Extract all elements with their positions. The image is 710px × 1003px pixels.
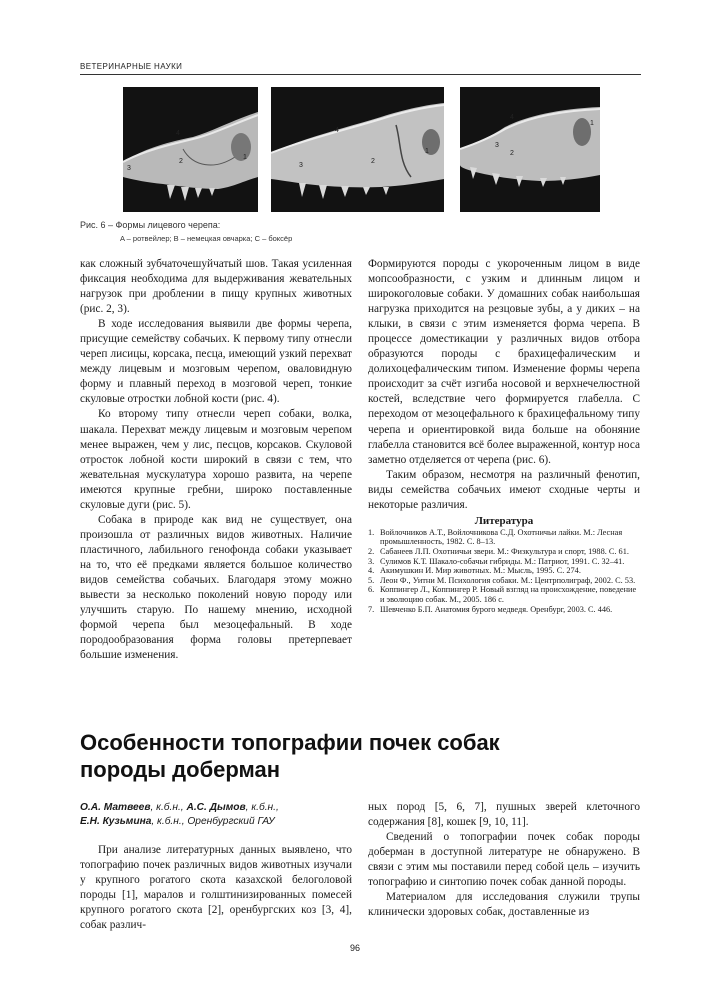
label-4: 4 — [176, 130, 180, 137]
skull-c-illustration — [460, 87, 600, 212]
paragraph: Формируются породы с укороченным лицом в виде мопсообразности, с узким и длинным лицом и широкоголовые собаки. У домашних собак наибольшая нагрузка приходится на резцовые зубы, а у диких – на клыки, в связи с этим изменяется форма черепа. В процессе доместикации у различных видов отбора образуются породы с брахицефалическим и долихоцефалическим типом. Изменение формы черепа происходит за счёт изгиба носовой и верхнечелюстной костей, вследствие чего формируется глабелла. С переходом от мезоцефального к брахицефальному типу черепа и ориентировкой вида больше на обоняние глабелла становится всё более выраженной, контур носа заметно отделяется от черепа (рис. 6). — [368, 258, 640, 466]
figure-panel-boxer — [460, 87, 600, 212]
reference-item — [368, 528, 640, 547]
skull-b-illustration — [271, 87, 444, 212]
paragraph: ных пород [5, 6, 7], пушных зверей клеточного содержания [8], кошек [9, 10, 11]. — [368, 801, 640, 829]
reference-number: 1. — [368, 527, 375, 537]
paragraph: Таким образом, несмотря на различный фенотип, виды семейства собачьих имеют сходные черты и некоторые различия. — [368, 468, 640, 511]
reference-text: Коппингер Л., Коппингер Р. Новый взгляд на происхождение, поведение и эволюцию собак. М., 2005. 186 с. — [380, 585, 637, 604]
reference-number: 6. — [368, 585, 375, 595]
label-3: 3 — [299, 162, 303, 169]
reference-text: Шевченко Б.П. Анатомия бурого медведя. Оренбург, 2003. С. 446. — [380, 604, 613, 614]
paragraph: как сложный зубчаточешуйчатый шов. Такая усиленная фиксация необходима для выдерживания жевательных нагрузок при дроблении в пищу крупных животных (рис. 2, 3). — [80, 258, 352, 316]
label-3: 3 — [495, 142, 499, 149]
reference-text: Сабанеев Л.П. Охотничьи звери. М.: Физкультура и спорт, 1988. С. 61. — [380, 546, 629, 556]
article-title-line: Особенности топографии почек собак — [80, 730, 500, 755]
label-2: 2 — [510, 150, 514, 157]
label-4: 4 — [510, 114, 514, 121]
author-affiliation: , к.б.н., Оренбургский ГАУ — [151, 816, 275, 827]
article-authors — [80, 801, 360, 829]
label-2: 2 — [371, 158, 375, 165]
authors-line — [80, 801, 360, 815]
reference-text: Войлочников А.Т., Войлочникова С.Д. Охотничьи лайки. М.: Лесная промышленность, 1982. С. 8–13. — [380, 527, 623, 547]
running-header: ВЕТЕРИНАРНЫЕ НАУКИ — [80, 62, 183, 71]
reference-text: Акимушкин И. Мир животных. М.: Мысль, 1995. С. 274. — [380, 566, 581, 576]
label-1: 1 — [425, 148, 429, 155]
reference-item — [368, 566, 640, 576]
label-2: 2 — [179, 158, 183, 165]
label-1: 1 — [590, 120, 594, 127]
reference-item — [368, 557, 640, 567]
author-degree: , к.б.н., — [245, 802, 279, 813]
reference-text: Леон Ф., Уитни М. Психология собаки. М.: Центрполиграф, 2002. С. 53. — [380, 575, 636, 585]
reference-item — [368, 576, 640, 586]
label-1: 1 — [243, 154, 247, 161]
author-degree: , к.б.н., — [150, 802, 187, 813]
authors-line — [80, 815, 360, 829]
article-title-line: породы доберман — [80, 757, 281, 782]
literature-heading: Литература — [474, 514, 534, 527]
article-right-column — [368, 800, 640, 920]
article-title — [80, 729, 640, 783]
reference-number: 7. — [368, 604, 375, 614]
skull-a-illustration — [123, 87, 258, 212]
paragraph: В ходе исследования выявили две формы черепа, присущие семейству собачьих. К первому типу отнесли череп лисицы, корсака, песца, имеющий узкий перехват между лицевым и мозговым черепом, оваловидную форму и плавный переход в мозговой череп, тонкие скуловые отростки лобной кости (рис. 4). — [80, 318, 352, 406]
reference-text: Сулимов К.Т. Шакало-собачьи гибриды. М.: Патриот, 1991. С. 32–41. — [380, 556, 625, 566]
reference-number: 4. — [368, 566, 375, 576]
label-3: 3 — [127, 165, 131, 172]
paragraph: Собака в природе как вид не существует, она произошла от различных видов животных. Наличие пластичного, лабильного генофонда собаки указывает на то, что её предками является большое количество видов семейства собачьих. Благодаря этому можно вывести за несколько поколений новую породу или улучшить старую. По нашему мнению, исходной формой черепа был мезоцефальный. В ходе породообразования форма головы претерпевает большие изменения. — [80, 513, 352, 662]
author-name: О.А. Матвеев — [80, 802, 151, 813]
reference-number: 3. — [368, 556, 375, 566]
paragraph: Ко второму типу отнесли череп собаки, волка, шакала. Перехват между лицевым и мозговым черепом менее выражен, чем у лис, песцов, корсаков. Скуловой отросток лобной кости широкий в связи с тем, что жевательная мускулатура хорошо развита, на черепе имеются крупные гребни, широко поставленные скуловые дуги (рис. 5). — [80, 408, 352, 511]
reference-item — [368, 547, 640, 557]
paragraph: При анализе литературных данных выявлено, что топографию почек различных видов животных изучали у крупного рогатого скота казахской белоголовой породы [1], маралов и голштинизированных помесей крупного рогатого скота [2], оренбургских коз [3, 4], собак различ- — [80, 844, 352, 932]
figure-caption — [80, 220, 292, 243]
reference-item — [368, 585, 640, 604]
caption-title: Рис. 6 – Формы лицевого черепа: — [80, 220, 221, 230]
author-name: Е.Н. Кузьмина — [80, 816, 152, 827]
right-column — [368, 257, 640, 614]
figure-panel-german-shepherd — [271, 87, 444, 212]
article-left-column — [80, 843, 352, 933]
reference-number: 2. — [368, 546, 375, 556]
caption-legend: A – ротвейлер; B – немецкая овчарка; C – боксёр — [120, 234, 293, 243]
reference-item — [368, 605, 640, 615]
reference-number: 5. — [368, 575, 375, 585]
left-column — [80, 257, 352, 663]
figure-panel-rottweiler — [123, 87, 258, 212]
page-number: 96 — [349, 943, 360, 953]
header-rule — [80, 74, 641, 75]
paragraph: Сведений о топографии почек собак породы доберман в доступной литературе не обнаружено. В связи с этим мы поставили перед собой цель – изучить топографию и синтопию почек собак данной породы. — [368, 831, 640, 889]
label-4: 4 — [335, 127, 339, 134]
reference-list — [368, 528, 640, 614]
paragraph: Материалом для исследования служили трупы клинически здоровых собак, доставленные из — [368, 891, 640, 919]
author-name: А.С. Дымов — [186, 802, 246, 813]
